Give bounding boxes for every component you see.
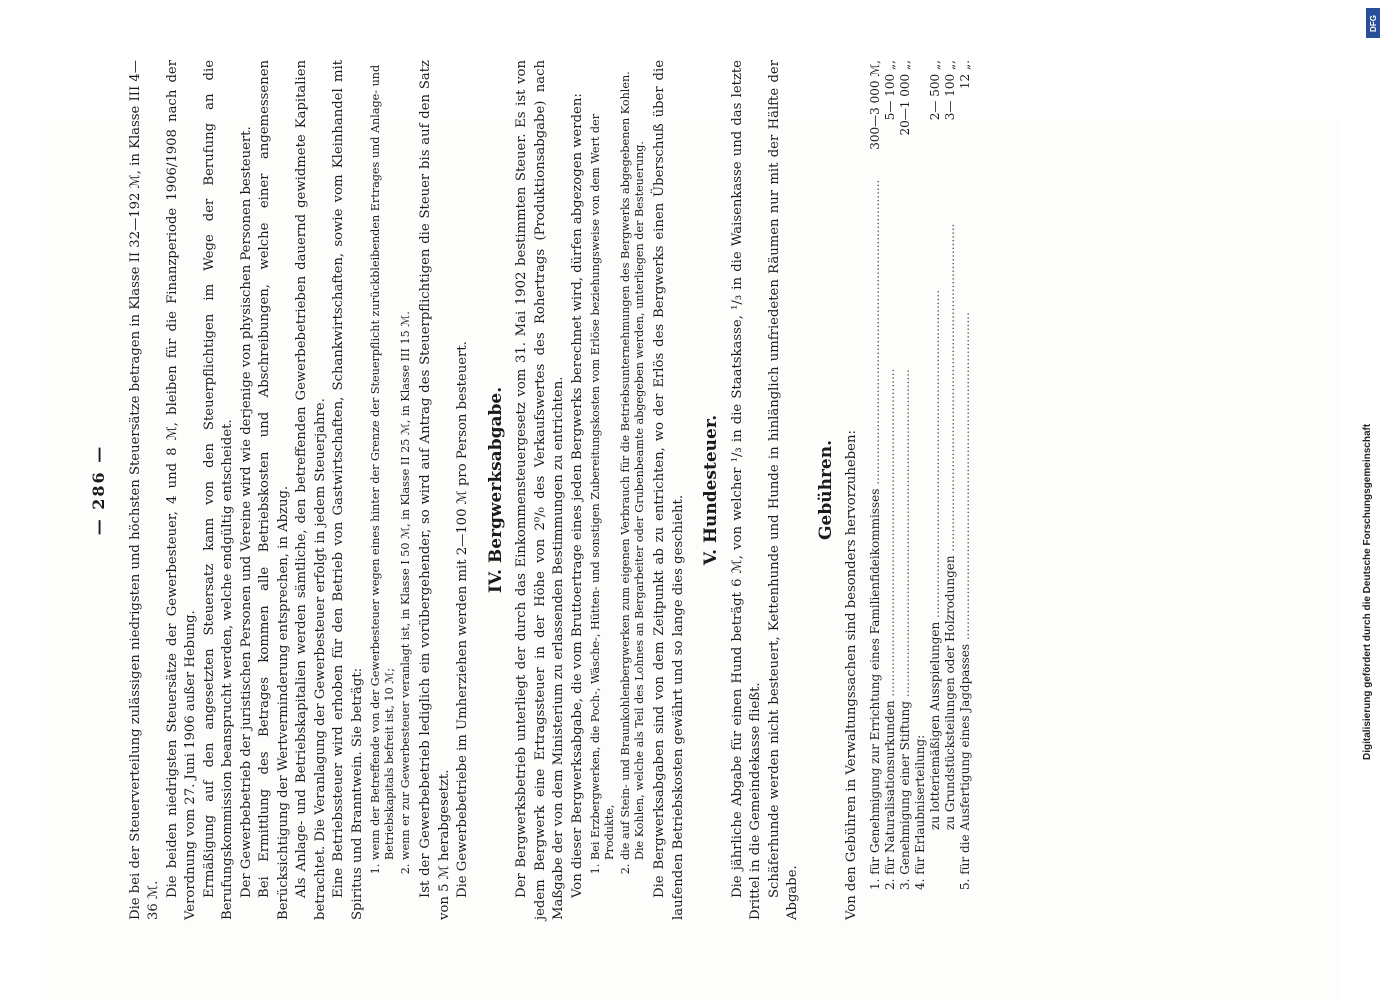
paragraph: Der Gewerbebetrieb der juristischen Personen und Vereine wird wie derjenige von physischen Personen besteuert. xyxy=(238,126,254,898)
list-item: 2. wenn er zur Gewerbesteuer veranlagt ist, in Klasse I 50 ℳ, in Klasse II 25 ℳ, in Klasse III 15 ℳ. xyxy=(399,60,413,860)
fee-label: 1. für Genehmigung zur Errichtung eines Familienfideikommisses ..... xyxy=(868,180,883,890)
fee-row xyxy=(883,60,898,890)
paragraph: Die jährliche Abgabe für einen Hund beträgt 6 ℳ, von welcher ¹/₃ in die Staatskasse, ¹/₃ in die Waisenkasse und das letzte Drittel in die Gemeindekasse fließt. xyxy=(729,60,763,920)
paragraph: Der Bergwerksbetrieb unterliegt der durch das Einkommensteuergesetz vom 31. Mai 1902 bestimmten Steuer. Es ist von jedem Bergwerk eine Ertragssteuer in der Höhe von 2⁰/₀ des Verkaufswertes des Rohertrags (Produktionsabgabe) nach Maßgabe der von dem Ministerium zu erlassenden Bestimmungen zu entrichten. xyxy=(514,60,566,920)
fee-label: 3. Genehmigung einer Stiftung ..... xyxy=(898,180,913,890)
fee-label: zu lotteriemäßigen Ausspielungen ..... xyxy=(928,180,943,830)
paragraph: Als Anlage- und Betriebskapitalien werden sämtliche, den betreffenden Gewerbebetrieben dauernd gewidmete Kapitalien betrachtet. Die Veranlagung der Gewerbesteuer erfolgt in jedem Steuerjahre. xyxy=(294,60,328,920)
paragraph: Schäferhunde werden nicht besteuert, Kettenhunde und Hunde in hinlänglich umfriedeten Räumen nur mit der Hälfte der Abgabe. xyxy=(766,60,800,920)
fee-row xyxy=(958,60,973,890)
fee-value: 2— 500 „, xyxy=(927,60,942,121)
paragraph: Von den Gebühren in Verwaltungssachen sind besonders hervorzuheben: xyxy=(844,430,859,920)
fee-row xyxy=(868,60,883,890)
fee-value xyxy=(913,60,928,180)
paragraph: Eine Betriebssteuer wird erhoben für den Betrieb von Gastwirtschaften, Schankwirtschaften, sowie vom Kleinhandel mit Spiritus und Branntwein. Sie beträgt: xyxy=(331,60,365,920)
fee-value: 12 „. xyxy=(957,60,972,90)
fee-label: 5. für die Ausfertigung eines Jagdpasses ..... xyxy=(958,180,973,890)
fee-label: 2. für Naturalisationsurkunden ..... xyxy=(883,180,898,890)
fee-row xyxy=(928,60,943,890)
fees-table xyxy=(868,60,973,890)
list-item: 2. die auf Stein- und Braunkohlenbergwerken zum eigenen Verbrauch für die Betriebsunternehmungen des Bergwerks abgegebenen Kohlen. Die Kohlen, welche als Teil des Lohnes an Bergarbeiter oder Grubenbeamte abgegeben werden, unterliegen der Besteuerung. xyxy=(619,60,647,860)
bergwerk-deductions-list xyxy=(589,60,647,860)
page-number: — 286 — xyxy=(89,444,108,536)
fee-value: 5— 100 „, xyxy=(882,60,897,121)
betriebssteuer-list xyxy=(369,60,413,860)
list-item: 1. Bei Erzbergwerken, die Poch-, Wäsche-, Hütten- und sonstigen Zubereitungskosten vom Erlöse beziehungsweise von dem Wert der Produkte, xyxy=(589,60,617,860)
paragraph: Von dieser Bergwerksabgabe, die vom Bruttoertrage eines jeden Bergwerks berechnet wird, dürfen abgezogen werden: xyxy=(569,93,585,898)
paragraph: Die Bergwerksabgaben sind von dem Zeitpunkt ab zu entrichten, wo der Erlös des Bergwerks einen Überschuß über die laufenden Betriebskosten gewährt und so lange dies geschieht. xyxy=(652,60,686,920)
dfg-logo-text: DFG xyxy=(1368,14,1378,32)
fee-row xyxy=(943,60,958,890)
paragraph: Die Gewerbebetriebe im Umherziehen werden mit 2—100 ℳ pro Person besteuert. xyxy=(455,341,470,898)
paragraph: Bei Ermittlung des Betrages kommen alle Betriebskosten und Abschreibungen, welche einer angemessenen Berücksichtigung der Wertverminderung entsprechen, in Abzug. xyxy=(257,60,291,920)
digitization-note-text: Digitalisierung gefördert durch die Deutsche Forschungsgemeinschaft xyxy=(1362,423,1373,760)
fee-row xyxy=(898,60,913,890)
paragraph: Die beiden niedrigsten Steuersätze der Gewerbesteuer, 4 und 8 ℳ, bleiben für die Finanzperiode 1906/1908 nach der Verordnung vom 27. Juni 1906 außer Hebung. xyxy=(164,60,198,920)
paragraph: Ist der Gewerbebetrieb lediglich ein vorübergehender, so wird auf Antrag des Steuerpflichtigen die Steuer bis auf den Satz von 5 ℳ herabgesetzt. xyxy=(418,60,452,920)
list-item: 1. wenn der Betreffende von der Gewerbesteuer wegen eines hinter der Grenze der Steuerpflicht zurückbleibenden Ertrages und Anlage- und Betriebskapitals befreit ist, 10 ℳ; xyxy=(369,60,397,860)
rotated-page-content xyxy=(90,60,1010,920)
fee-value: 20—1 000 „, xyxy=(897,60,912,136)
paragraph: Die bei der Steuerverteilung zulässigen niedrigsten und höchsten Steuersätze betragen in Klasse II 32—192 ℳ, in Klasse III 4—36 ℳ. xyxy=(127,60,161,920)
digitization-note xyxy=(1362,20,1378,760)
fee-row-heading xyxy=(913,60,928,890)
fee-value: 300—3 000 ℳ, xyxy=(867,60,882,150)
fee-value: 3— 100 „, xyxy=(942,60,957,121)
fee-label: zu Grundstücksteilungen oder Holzrodungen ..... xyxy=(943,180,958,830)
paragraph: Ermäßigung auf den angesetzten Steuersatz kann von den Steuerpflichtigen im Wege der Berufung an die Berufungskommission beansprucht werden, welche endgültig entscheidet. xyxy=(201,60,235,920)
section-title: V. Hundesteuer. xyxy=(701,414,721,566)
section-title: IV. Bergwerksabgabe. xyxy=(485,386,506,594)
section-title: Gebühren. xyxy=(815,440,836,540)
fee-label: 4. für Erlaubniserteilung: xyxy=(912,734,927,890)
